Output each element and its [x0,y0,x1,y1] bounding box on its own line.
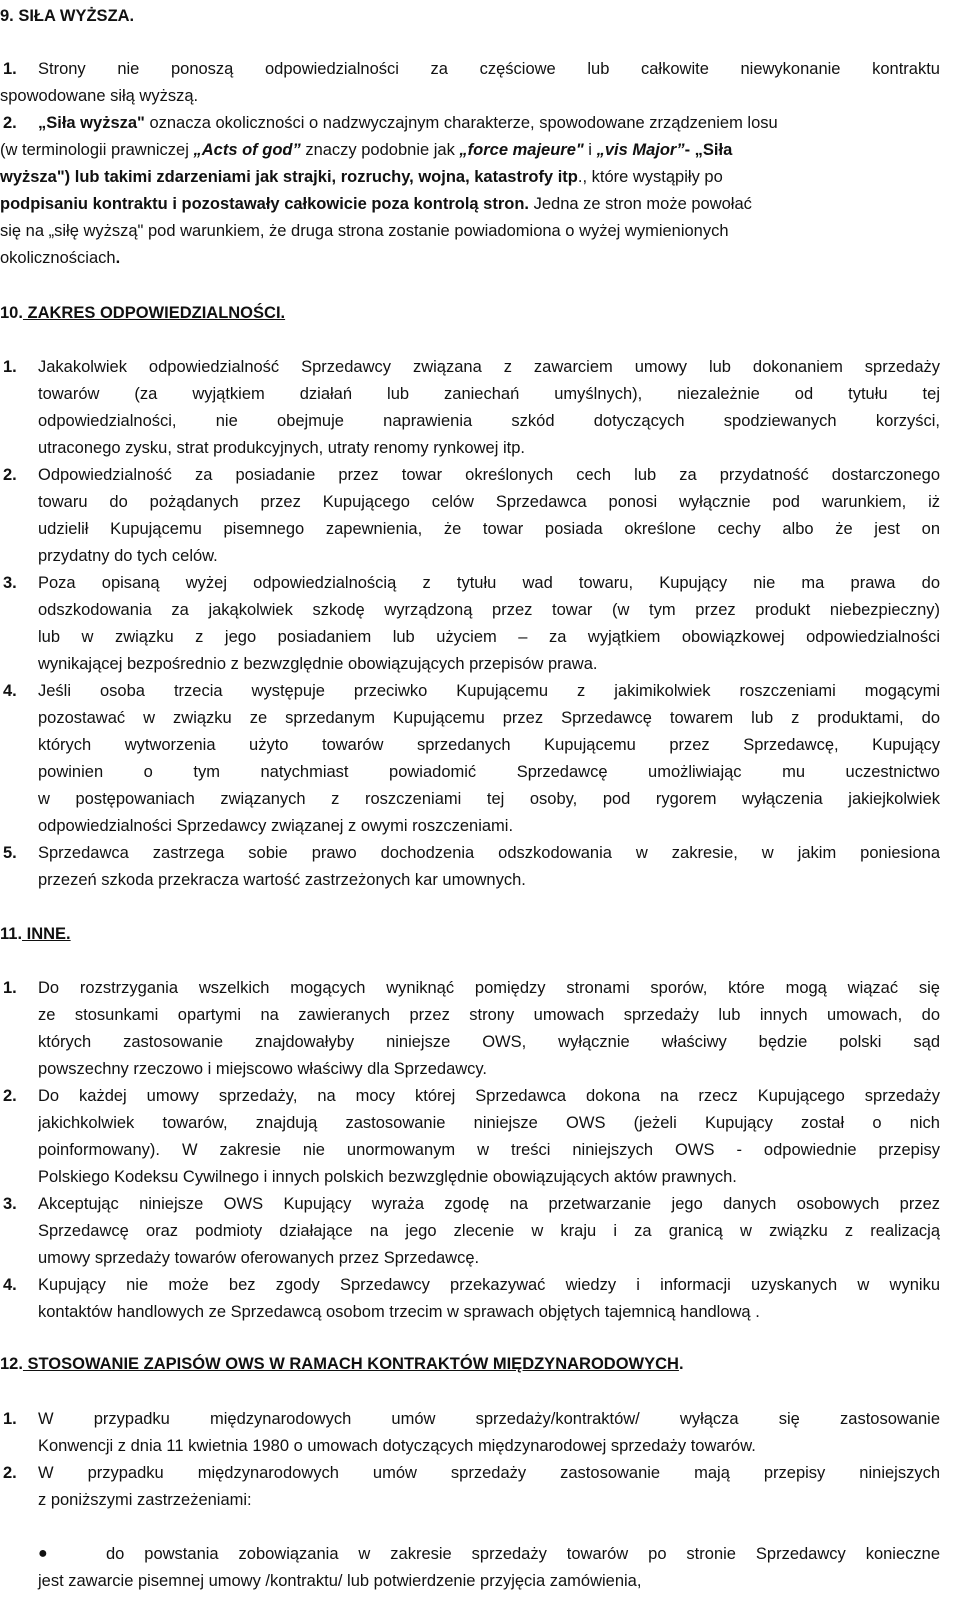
section-12-heading: 12. STOSOWANIE ZAPISÓW OWS W RAMACH KONTRAKTÓW MIĘDZYNARODOWYCH. [0,1355,684,1373]
s11-item-2-line: poinformowany). W zakresie nie unormowanym w treści niniejszych OWS - odpowiednie przepisy [38,1141,940,1159]
s11-item-1-line: ze stosunkami opartymi na zawieranych przez strony umowach sprzedaży lub innych umowach, do [38,1006,940,1024]
s10-item-3-line: wynikającej bezpośrednio z bezwzględnie obowiązujących przepisów prawa. [38,655,598,673]
s10-item-4-line: Jeśli osoba trzecia występuje przeciwko Kupującemu z jakimikolwiek roszczeniami mogącymi [38,682,940,700]
s10-item-3-number: 3. [3,574,17,592]
s9-item-2-line: (w terminologii prawniczej „Acts of god” znaczy podobnie jak „force majeure" i „vis Major”- „Siła [0,141,733,159]
s11-item-3-number: 3. [3,1195,17,1213]
s11-item-1-line: Do rozstrzygania wszelkich mogących wyniknąć pomiędzy stronami sporów, które mogą wiązać się [38,979,940,997]
s10-item-3-line: odszkodowania za jakąkolwiek szkodę wyrządzoną przez towar (w tym przez produkt niebezpieczny) [38,601,940,619]
s10-item-1-line: odpowiedzialności, nie obejmuje naprawienia szkód dotyczących spodziewanych korzyści, [38,412,940,430]
s10-item-2-number: 2. [3,466,17,484]
s9-item-2-line: okolicznościach. [0,249,121,267]
s10-item-5-line: Sprzedawca zastrzega sobie prawo dochodzenia odszkodowania w zakresie, w jakim poniesiona [38,844,940,862]
bullet-icon: ● [38,1545,48,1562]
s11-item-3-line: Akceptując niniejsze OWS Kupujący wyraża zgodę na przetwarzanie jego danych osobowych przez [38,1195,940,1213]
s10-item-1-line: utraconego zysku, strat produkcyjnych, utraty renomy rynkowej itp. [38,439,525,457]
s10-item-2-line: udzielił Kupującemu pisemnego zapewnienia, że towar posiada określone cechy albo że jest on [38,520,940,538]
s10-item-1-line: Jakakolwiek odpowiedzialność Sprzedawcy związana z zawarciem umowy lub dokonaniem sprzedaży [38,358,940,376]
s9-item-2-line: podpisaniu kontraktu i pozostawały całkowicie poza kontrolą stron. Jedna ze stron może powołać [0,195,752,213]
s10-item-1-line: towarów (za wyjątkiem działań lub zaniechań umyślnych), niezależnie od tytułu tej [38,385,940,403]
s10-item-4-line: których wytworzenia użyto towarów sprzedanych Kupującemu przez Sprzedawcę, Kupujący [38,736,940,754]
s10-item-4-line: w postępowaniach związanych z roszczeniami tej osoby, pod rygorem wyłączenia jakiejkolwiek [38,790,940,808]
s12-item-2-number: 2. [3,1464,17,1482]
s11-item-2-line: Do każdej umowy sprzedaży, na mocy której Sprzedawca dokona na rzecz Kupującego sprzedaży [38,1087,940,1105]
s10-item-5-number: 5. [3,844,17,862]
s10-item-4-number: 4. [3,682,17,700]
s11-item-1-line: których zastosowanie znajdowałyby niniejsze OWS, wyłącznie właściwy będzie polski sąd [38,1033,940,1051]
s10-item-5-line: przezeń szkoda przekracza wartość zastrzeżonych kar umownych. [38,871,526,889]
section-9-heading: 9. SIŁA WYŻSZA. [0,7,135,25]
s11-item-3-line: Sprzedawcę oraz podmioty działające na jego zlecenie w kraju i za granicą w związku z realizacją [38,1222,940,1240]
s11-item-2-line: jakichkolwiek towarów, znajdują zastosowanie niniejsze OWS (jeżeli Kupujący został o nich [38,1114,940,1132]
s11-item-1-number: 1. [3,979,17,997]
s12-item-2-line: W przypadku międzynarodowych umów sprzedaży zastosowanie mają przepisy niniejszych [38,1464,940,1482]
section-11-heading: 11. INNE. [0,925,71,943]
s12-item-1-line: W przypadku międzynarodowych umów sprzedaży/kontraktów/ wyłącza się zastosowanie [38,1410,940,1428]
s11-item-3-line: umowy sprzedaży towarów oferowanych przez Sprzedawcę. [38,1249,480,1267]
s9-item-1-number: 1. [3,60,17,78]
s11-item-4-line: Kupujący nie może bez zgody Sprzedawcy przekazywać wiedzy i informacji uzyskanych w wyniku [38,1276,940,1294]
section-10-heading: 10. ZAKRES ODPOWIEDZIALNOŚCI. [0,304,286,322]
s10-item-4-line: powinien o tym natychmiast powiadomić Sprzedawcę umożliwiając mu uczestnictwo [38,763,940,781]
s11-item-2-number: 2. [3,1087,17,1105]
s9-item-2-line: „Siła wyższa" oznacza okoliczności o nadzwyczajnym charakterze, spowodowane zrządzeniem losu [38,114,778,132]
s11-item-4-number: 4. [3,1276,17,1294]
s12-bullet-line: jest zawarcie pisemnej umowy /kontraktu/ lub potwierdzenie przyjęcia zamówienia, [38,1572,642,1590]
s11-item-1-line: powszechny rzeczowo i miejscowo właściwy dla Sprzedawcy. [38,1060,488,1078]
s12-item-2-line: z poniższymi zastrzeżeniami: [38,1491,252,1509]
s10-item-2-line: Odpowiedzialność za posiadanie przez towar określonych cech lub za przydatność dostarczonego [38,466,940,484]
s9-item-1-line: spowodowane siłą wyższą. [0,87,199,105]
force-majeure-term: „Siła wyższa" [38,114,145,132]
s9-item-2-number: 2. [3,114,17,132]
s10-item-1-number: 1. [3,358,17,376]
s12-item-1-line: Konwencji z dnia 11 kwietnia 1980 o umowach dotyczących międzynarodowej sprzedaży towarów. [38,1437,756,1455]
s9-item-1-line: Strony nie ponoszą odpowiedzialności za częściowe lub całkowite niewykonanie kontraktu [38,60,940,78]
s10-item-3-line: lub w związku z jego posiadaniem lub użyciem – za wyjątkiem obowiązkowej odpowiedzialności [38,628,940,646]
s11-item-4-line: kontaktów handlowych ze Sprzedawcą osobom trzecim w sprawach objętych tajemnicą handlową . [38,1303,760,1321]
s10-item-2-line: przydatny do tych celów. [38,547,218,565]
s9-item-2-line: się na „siłę wyższą" pod warunkiem, że druga strona zostanie powiadomiona o wyżej wymienionych [0,222,729,240]
s12-bullet-line: do powstania zobowiązania w zakresie sprzedaży towarów po stronie Sprzedawcy konieczne [106,1545,940,1563]
s12-item-1-number: 1. [3,1410,17,1428]
s11-item-2-line: Polskiego Kodeksu Cywilnego i innych polskich bezwzględnie obowiązujących aktów prawnych. [38,1168,737,1186]
s10-item-2-line: towaru do pożądanych przez Kupującego celów Sprzedawca ponosi wyłącznie pod warunkiem, iż [38,493,940,511]
s10-item-4-line: odpowiedzialności Sprzedawcy związanej z owymi roszczeniami. [38,817,514,835]
s10-item-4-line: pozostawać w związku ze sprzedanym Kupującemu przez Sprzedawcę towarem lub z produktami, do [38,709,940,727]
s9-item-2-line: wyższa") lub takimi zdarzeniami jak strajki, rozruchy, wojna, katastrofy itp., które wystąpiły po [0,168,723,186]
s10-item-3-line: Poza opisaną wyżej odpowiedzialnością z tytułu wad towaru, Kupujący nie ma prawa do [38,574,940,592]
